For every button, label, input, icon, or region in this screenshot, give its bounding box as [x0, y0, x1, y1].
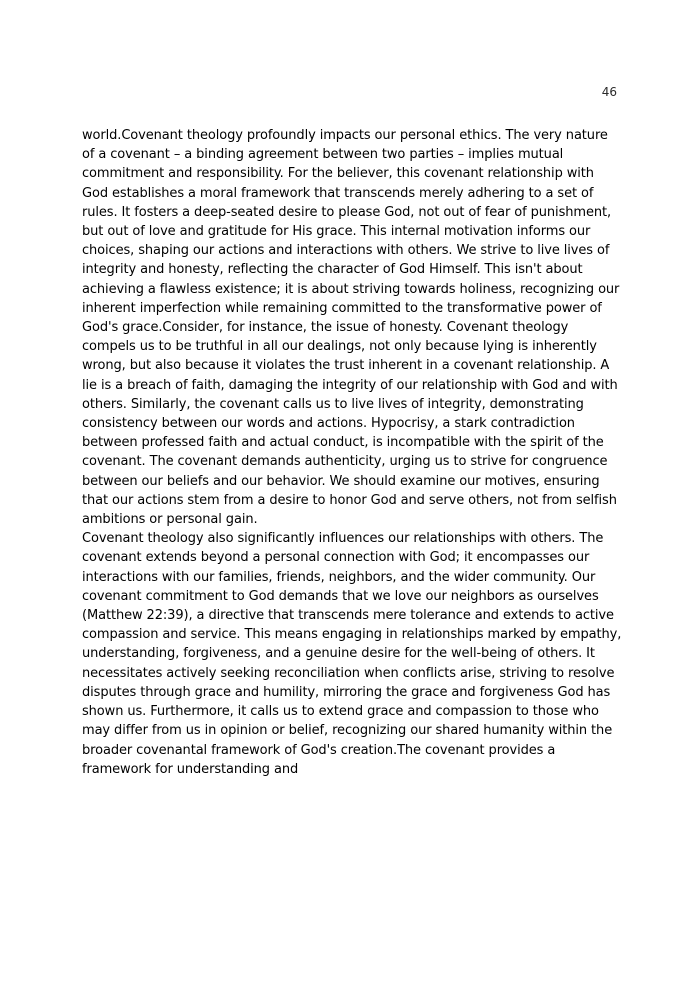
body-text — [82, 126, 622, 779]
paragraph-relationships: Covenant theology also significantly influences our relationships with others. The covenant extends beyond a personal connection with God; it encompasses our interactions with our families, friends, neighbors, and the wider community. Our covenant commitment to God demands that we love our neighbors as ourselves (Matthew 22:39), a directive that transcends mere tolerance and extends to active compassion and service. This means engaging in relationships marked by empathy, understanding, forgiveness, and a genuine desire for the well-being of others. It necessitates actively seeking reconciliation when conflicts arise, striving to resolve disputes through grace and humility, mirroring the grace and forgiveness God has shown us. Furthermore, it calls us to extend grace and compassion to those who may differ from us in opinion or belief, recognizing our shared humanity within the broader covenantal framework of God's creation.The covenant provides a framework for understanding and — [82, 531, 622, 777]
page-number: 46 — [601, 85, 617, 99]
paragraph-personal-ethics: world.Covenant theology profoundly impacts our personal ethics. The very nature of a covenant – a binding agreement between two parties – implies mutual commitment and responsibility. For the believer, this covenant relationship with God establishes a moral framework that transcends merely adhering to a set of rules. It fosters a deep-seated desire to please God, not out of fear of punishment, but out of love and gratitude for His grace. This internal motivation informs our choices, shaping our actions and interactions with others. We strive to live lives of integrity and honesty, reflecting the character of God Himself. This isn't about achieving a flawless existence; it is about striving towards holiness, recognizing our inherent imperfection while remaining committed to the transformative power of God's grace.Consider, for instance, the issue of honesty. Covenant theology compels us to be truthful in all our dealings, not only because lying is inherently wrong, but also because it violates the trust inherent in a covenant relationship. A lie is a breach of faith, damaging the integrity of our relationship with God and with others. Similarly, the covenant calls us to live lives of integrity, demonstrating consistency between our words and actions. Hypocrisy, a stark contradiction between professed faith and actual conduct, is incompatible with the spirit of the covenant. The covenant demands authenticity, urging us to strive for congruence between our beliefs and our behavior. We should examine our motives, ensuring that our actions stem from a desire to honor God and serve others, not from selfish ambitions or personal gain. — [82, 128, 620, 528]
